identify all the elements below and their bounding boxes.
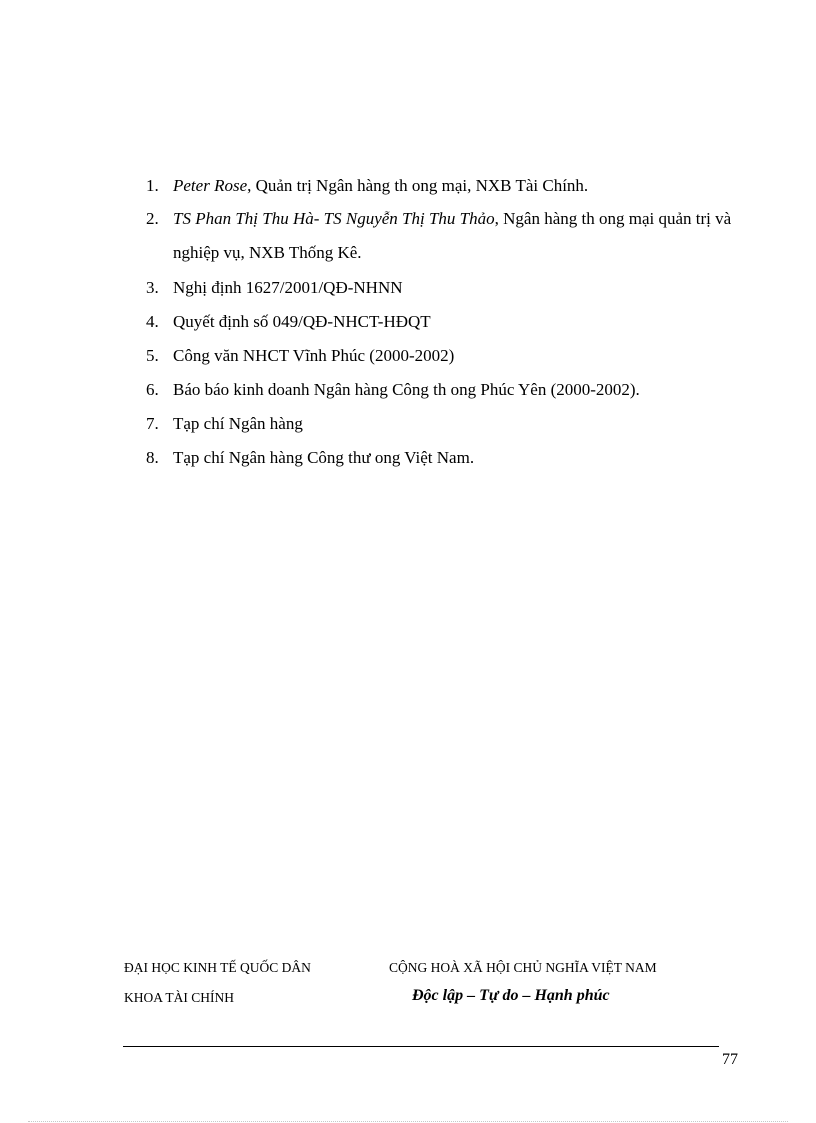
- reference-number: 5.: [146, 346, 159, 365]
- reference-item-4: [146, 310, 746, 333]
- reference-text: Báo báo kinh doanh Ngân hàng Công th ong Phúc Yên (2000-2002).: [173, 380, 640, 399]
- reference-item-3: [146, 276, 746, 299]
- reference-item-2: [146, 202, 746, 270]
- reference-text: Quyết định số 049/QĐ-NHCT-HĐQT: [173, 312, 431, 331]
- reference-author: Peter Rose: [173, 176, 248, 195]
- reference-text: Tạp chí Ngân hàng: [173, 414, 303, 433]
- reference-title: , Quản trị Ngân hàng th ong mại, NXB Tài Chính.: [247, 176, 589, 195]
- reference-item-6: [146, 378, 746, 401]
- reference-number: 1.: [146, 176, 159, 195]
- reference-item-7: [146, 412, 746, 435]
- reference-item-1: [146, 174, 746, 197]
- page-edge-divider: [28, 1121, 788, 1122]
- reference-item-5: [146, 344, 746, 367]
- reference-text: [173, 202, 746, 270]
- reference-item-8: [146, 446, 746, 469]
- reference-text: [173, 174, 746, 197]
- reference-number: 8.: [146, 448, 159, 467]
- faculty-name: KHOA TÀI CHÍNH: [124, 990, 234, 1005]
- country-name: CỘNG HOÀ XÃ HỘI CHỦ NGHĨA VIỆT NAM: [389, 960, 657, 975]
- page-number: 77: [722, 1051, 738, 1068]
- reference-text: Công văn NHCT Vĩnh Phúc (2000-2002): [173, 346, 455, 365]
- national-motto: Độc lập – Tự do – Hạnh phúc: [412, 987, 610, 1004]
- footer-divider: [123, 1046, 719, 1047]
- document-header-block: [124, 957, 724, 1017]
- reference-title: , Ngân hàng th ong mại quản trị và nghiệp vụ, NXB Thống Kê.: [173, 209, 732, 262]
- university-name: ĐẠI HỌC KINH TẾ QUỐC DÂN: [124, 960, 311, 975]
- reference-author: TS Phan Thị Thu Hà- TS Nguyễn Thị Thu Thảo: [173, 209, 495, 228]
- reference-number: 7.: [146, 414, 159, 433]
- reference-text: Tạp chí Ngân hàng Công thư ong Việt Nam.: [173, 448, 475, 467]
- reference-number: 2.: [146, 209, 159, 228]
- reference-text: Nghị định 1627/2001/QĐ-NHNN: [173, 278, 403, 297]
- reference-list: [146, 174, 746, 480]
- reference-number: 4.: [146, 312, 159, 331]
- reference-number: 3.: [146, 278, 159, 297]
- reference-number: 6.: [146, 380, 159, 399]
